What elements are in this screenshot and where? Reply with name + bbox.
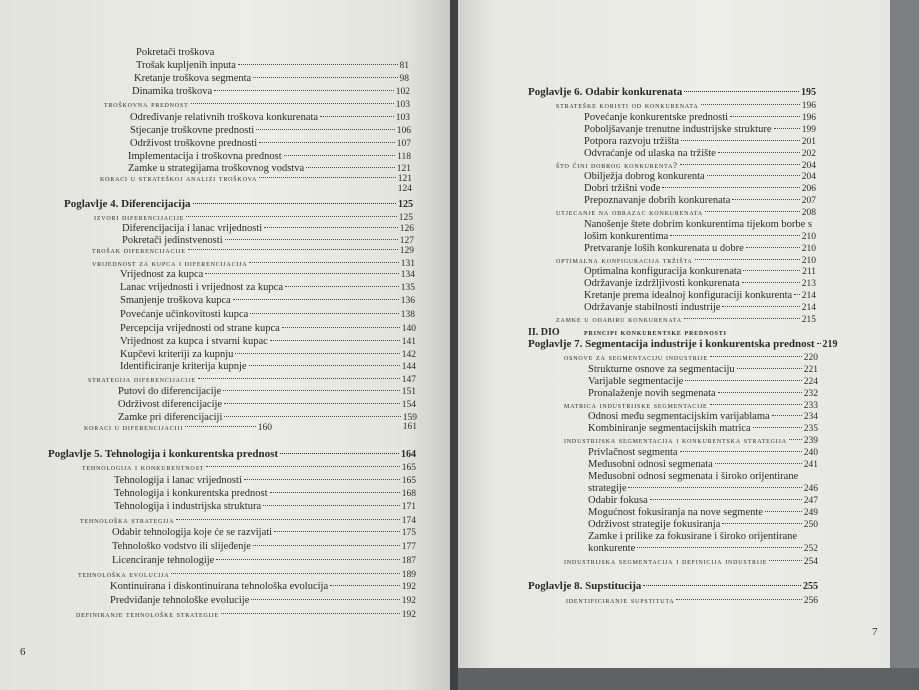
toc-section: optimalna konfiguracija tržišta 210: [556, 255, 816, 266]
toc-entry: Povećanje konkurentske prednosti 196: [584, 112, 816, 123]
toc-entry: Strukturne osnove za segmentaciju 221: [588, 364, 818, 375]
toc-entry: Tehnologija i industrijska struktura 171: [114, 501, 416, 512]
toc-entry: Kretanje prema idealnoj konfiguraciji konkurenta 214: [584, 290, 816, 301]
toc-section: zamke u odabiru konkurenata 215: [556, 314, 816, 325]
toc-entry-wrap: Nanošenje štete dobrim konkurentima tijekom borbe s: [584, 219, 813, 230]
toc-entry: Kombiniranje segmentacijskih matrica 235: [588, 423, 818, 434]
toc-section: koraci u strateškoj analizi troškova 121: [100, 173, 412, 184]
toc-entry: Poboljšavanje trenutne industrijske strukture 199: [584, 124, 816, 135]
toc-page-only: 161: [402, 422, 417, 432]
toc-section: izvori diferencijacije 125: [94, 212, 413, 223]
page-edge: [890, 0, 919, 690]
toc-entry: Zamke pri diferencijaciji 159: [118, 412, 417, 423]
toc-entry: Potpora razvoju tržišta 201: [584, 136, 816, 147]
toc-entry: Održavanje izdržljivosti konkurenata 213: [584, 278, 816, 289]
toc-entry: Kretanje troškova segmenta 98: [134, 73, 409, 84]
toc-section: koraci u diferencijaciji 160: [84, 422, 272, 433]
toc-entry: Pokretači troškova: [136, 47, 215, 58]
toc-entry: Predviđanje tehnološke evolucije 192: [110, 595, 416, 606]
toc-entry: Zamke u strategijama troškovnog vodstva 121: [128, 163, 411, 174]
toc-section: identificiranje supstituta 256: [566, 595, 818, 606]
toc-entry: Varijable segmentacije 224: [588, 376, 818, 387]
toc-entry: strategije 246: [588, 483, 818, 494]
page-number: 7: [872, 626, 878, 638]
toc-entry: Odabir tehnologija koje će se razvijati 175: [112, 527, 416, 538]
toc-section: definiranje tehnološke strategije 192: [76, 609, 416, 620]
toc-entry: Trošak kupljenih inputa 81: [136, 60, 409, 71]
toc-section: strategija diferencijacije 147: [88, 374, 416, 385]
toc-entry: Dinamika troškova 102: [132, 86, 410, 97]
toc-section: tehnološka strategija 174: [80, 515, 416, 526]
toc-section: osnove za segmentaciju industrije 220: [564, 352, 818, 363]
toc-section: troškovna prednost 103: [104, 99, 410, 110]
toc-entry-wrap: Međusobni odnosi segmenata i široko orijentirane: [588, 471, 799, 482]
toc-section: strateške koristi od konkurenata 196: [556, 100, 816, 111]
toc-section: tehnološka evolucija 189: [78, 569, 416, 580]
toc-entry: Obilježja dobrog konkurenta 204: [584, 171, 816, 182]
toc-section: trošak diferencijacije 129: [92, 245, 414, 256]
toc-chapter: Poglavlje 6. Odabir konkurenata 195: [528, 86, 816, 98]
toc-entry: lošim konkurentima 210: [584, 231, 816, 242]
toc-entry: Održivost strategije fokusiranja 250: [588, 519, 818, 530]
toc-entry: Pronalaženje novih segmenata 232: [588, 388, 818, 399]
toc-entry: Dobri tržišni vođe 206: [584, 183, 816, 194]
toc-entry: Stjecanje troškovne prednosti 106: [130, 125, 411, 136]
toc-entry: Smanjenje troškova kupca 136: [120, 295, 415, 306]
toc-chapter: Poglavlje 4. Diferencijacija 125: [64, 198, 413, 210]
toc-section: industrijska segmentacija i konkurentska strategija 239: [564, 435, 818, 446]
toc-entry: Tehnologija i konkurentska prednost 168: [114, 488, 416, 499]
toc-entry: Prepoznavanje dobrih konkurenata 207: [584, 195, 816, 206]
left-page: [0, 0, 450, 690]
toc-entry: Privlačnost segmenta 240: [588, 447, 818, 458]
toc-entry: Vrijednost za kupca 134: [120, 269, 415, 280]
toc-entry: Licenciranje tehnologije 187: [112, 555, 416, 566]
toc-entry: Kontinuirana i diskontinuirana tehnološka evolucija 192: [110, 581, 416, 592]
toc-section: vrijednost za kupca i diferencijacija 131: [92, 258, 415, 269]
toc-section: industrijska segmentacija i definicija industrije 254: [564, 556, 818, 567]
toc-entry: Odvraćanje od ulaska na tržište 202: [584, 148, 816, 159]
toc-entry: Putovi do diferencijacije 151: [118, 386, 416, 397]
toc-entry: Optimalna konfiguracija konkurenata 211: [584, 266, 816, 277]
toc-section: tehnologija i konkurentnost 165: [82, 462, 416, 473]
toc-entry: Povećanje učinkovitosti kupca 138: [120, 309, 415, 320]
toc-section: matrica industrijske segmentacije 233: [564, 400, 818, 411]
toc-entry: Percepcija vrijednosti od strane kupca 140: [120, 323, 416, 334]
toc-entry: Tehnološko vodstvo ili slijeđenje 177: [112, 541, 416, 552]
toc-entry: Vrijednost za kupca i stvarni kupac 141: [120, 336, 416, 347]
toc-chapter: Poglavlje 8. Supstitucija 255: [528, 580, 818, 592]
toc-entry: Održivost troškovne prednosti 107: [130, 138, 411, 149]
book-gutter: [450, 0, 458, 690]
toc-entry: Međusobni odnosi segmenata 241: [588, 459, 818, 470]
toc-entry: Mogućnost fokusiranja na nove segmente 249: [588, 507, 818, 518]
toc-entry: Određivanje relativnih troškova konkurenata 103: [130, 112, 410, 123]
page-shadow: [458, 668, 919, 690]
toc-page-only: 124: [397, 184, 412, 194]
toc-entry: Odnosi među segmentacijskim varijablama 234: [588, 411, 818, 422]
toc-entry: Pokretači jedinstvenosti 127: [122, 235, 414, 246]
toc-entry: Identificiranje kriterija kupnje 144: [120, 361, 416, 372]
toc-entry: Tehnologija i lanac vrijednosti 165: [114, 475, 416, 486]
part-title: principi konkurentske prednosti: [584, 327, 727, 337]
toc-chapter: Poglavlje 5. Tehnologija i konkurentska prednost 164: [48, 448, 416, 460]
toc-chapter: Poglavlje 7. Segmentacija industrije i konkurentska prednost 219: [528, 338, 838, 350]
toc-entry: Pretvaranje loših konkurenata u dobre 210: [584, 243, 816, 254]
toc-entry: Kupčevi kriteriji za kupnju 142: [120, 349, 416, 360]
toc-entry: Implementacija i troškovna prednost 118: [128, 151, 411, 162]
page-number: 6: [20, 646, 26, 658]
right-page: [458, 0, 890, 690]
toc-entry: Lanac vrijednosti i vrijednost za kupca 135: [120, 282, 415, 293]
toc-entry: Diferencijacija i lanac vrijednosti 126: [122, 223, 414, 234]
toc-section: što čini dobrog konkurenta? 204: [556, 160, 816, 171]
toc-section: utjecanje na obrazac konkurenata 208: [556, 207, 816, 218]
part-label: II. DIO: [528, 327, 560, 338]
toc-entry: konkurente 252: [588, 543, 818, 554]
toc-entry: Odabir fokusa 247: [588, 495, 818, 506]
toc-entry: Održavanje stabilnosti industrije 214: [584, 302, 816, 313]
toc-entry-wrap: Zamke i prilike za fokusirane i široko orijentirane: [588, 531, 798, 542]
toc-entry: Održivost diferencijacije 154: [118, 399, 416, 410]
